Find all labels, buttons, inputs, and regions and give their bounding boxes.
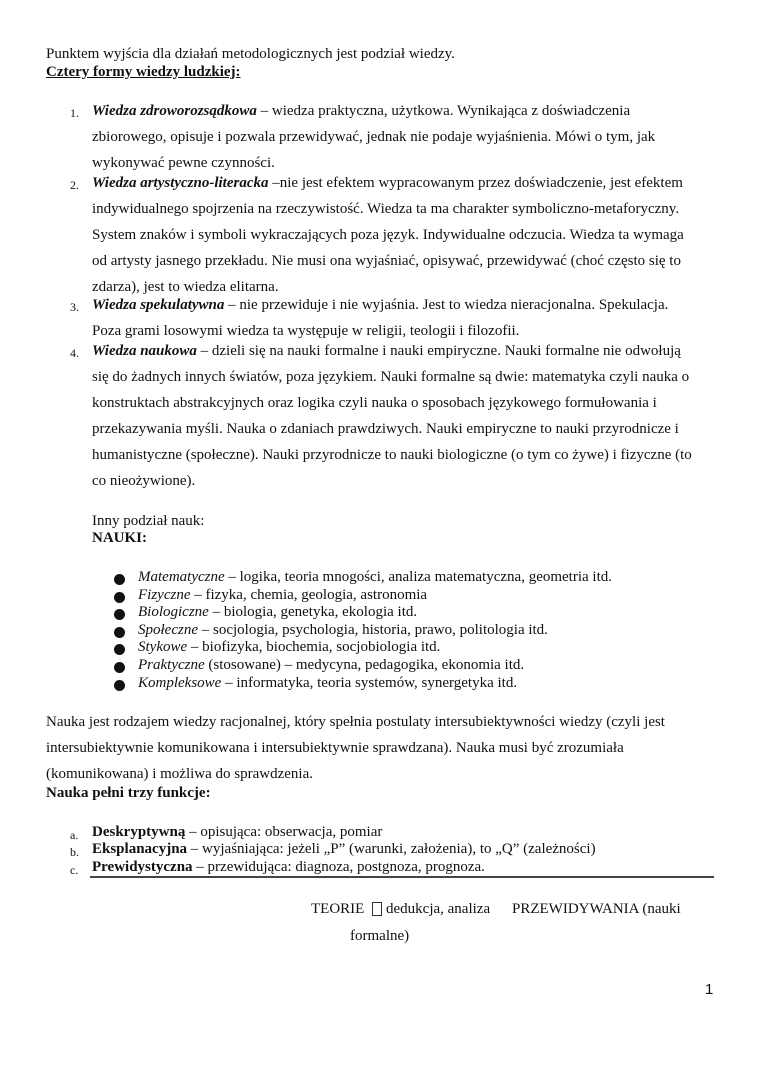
division-heading: NAUKI: — [92, 530, 147, 546]
division-line: Inny podział nauk: — [92, 513, 205, 529]
footer-dedukcja: dedukcja, analiza — [386, 901, 491, 917]
bullet-icon — [114, 592, 125, 603]
list-item: Deskryptywną – opisująca: obserwacja, pomiar — [92, 824, 383, 840]
horizontal-rule — [90, 876, 714, 878]
missing-glyph-icon — [372, 902, 382, 916]
list-item: Matematyczne – logika, teoria mnogości, analiza matematyczna, geometria itd. — [138, 569, 612, 585]
list-item-line: System znaków i symboli wykraczających poza język. Indywidualne odczucia. Wiedza ta wymaga — [92, 227, 684, 243]
list-item: Społeczne – socjologia, psychologia, historia, prawo, politologia itd. — [138, 622, 548, 638]
list-marker: 1. — [70, 106, 79, 120]
paragraph-line: (komunikowana) i możliwa do sprawdzenia. — [46, 766, 314, 782]
list-item: Eksplanacyjna – wyjaśniająca: jeżeli „P” (warunki, założenia), to „Q” (zależności) — [92, 841, 596, 857]
bullet-icon — [114, 574, 125, 585]
list-item: Praktyczne (stosowane) – medycyna, pedagogika, ekonomia itd. — [138, 657, 525, 673]
list-item-line: humanistyczne (społeczne). Nauki przyrodnicze to nauki biologiczne (o tym co żywe) i fizyczne (to — [92, 447, 692, 463]
footer-przewidywania: PRZEWIDYWANIA (nauki — [512, 901, 681, 917]
list-item-line: co nieożywione). — [92, 473, 196, 489]
list-item-line: Wiedza artystyczno-literacka –nie jest efektem wypracowanym przez doświadczenie, jest efektem — [92, 175, 683, 191]
paragraph-line: intersubiektywnie komunikowana i intersubiektywnie sprawdzana). Nauka musi być zrozumiała — [46, 740, 624, 756]
list-marker: b. — [70, 845, 79, 859]
list-marker: a. — [70, 828, 79, 842]
bullet-icon — [114, 609, 125, 620]
list-item-line: zdarza), jest to wiedza elitarna. — [92, 279, 279, 295]
list-marker: 2. — [70, 178, 79, 192]
list-item: Kompleksowe – informatyka, teoria systemów, synergetyka itd. — [138, 675, 518, 691]
list-marker: 4. — [70, 346, 79, 360]
list-item-line: od artysty jasnego przekładu. Nie musi ona wyjaśniać, opisywać, przewidywać (choć często się to — [92, 253, 681, 269]
functions-heading: Nauka pełni trzy funkcje: — [46, 785, 211, 801]
list-item: Biologiczne – biologia, genetyka, ekologia itd. — [138, 604, 418, 620]
form-term: Wiedza spekulatywna — [92, 297, 225, 313]
list-item-line: Wiedza zdroworozsądkowa – wiedza praktyczna, użytkowa. Wynikająca z doświadczenia — [92, 103, 631, 119]
list-item: Prewidystyczna – przewidująca: diagnoza, postgnoza, prognoza. — [92, 859, 485, 875]
list-marker: 3. — [70, 300, 79, 314]
intro-line: Punktem wyjścia dla działań metodologicznych jest podział wiedzy. — [46, 46, 455, 62]
forms-heading: Cztery formy wiedzy ludzkiej: — [46, 64, 241, 80]
list-item-line: Poza grami losowymi wiedza ta występuje w religii, teologii i filozofii. — [92, 323, 520, 339]
bullet-icon — [114, 662, 125, 673]
page-number: 1 — [705, 981, 714, 998]
footer-formalne: formalne) — [350, 928, 410, 944]
paragraph-line: Nauka jest rodzajem wiedzy racjonalnej, który spełnia postulaty intersubiektywności wiedzy (czyli jest — [46, 714, 665, 730]
form-term: Wiedza artystyczno-literacka — [92, 175, 269, 191]
form-term: Wiedza naukowa — [92, 343, 197, 359]
list-item: Stykowe – biofizyka, biochemia, socjobiologia itd. — [138, 639, 441, 655]
list-item-line: Wiedza naukowa – dzieli się na nauki formalne i nauki empiryczne. Nauki formalne nie odwołują — [92, 343, 681, 359]
list-marker: c. — [70, 863, 79, 877]
list-item-line: zbiorowego, opisuje i pozwala przewidywać, jednak nie podaje wyjaśnienia. Mówi o tym, jak — [92, 129, 656, 145]
list-item-line: przekazywania myśli. Nauka o zdaniach prawdziwych. Nauki empiryczne to nauki przyrodnicze i — [92, 421, 679, 437]
footer-teorie: TEORIE — [311, 901, 365, 917]
list-item: Fizyczne – fizyka, chemia, geologia, astronomia — [138, 587, 428, 603]
list-item-line: Wiedza spekulatywna – nie przewiduje i nie wyjaśnia. Jest to wiedza nieracjonalna. Spekulacja. — [92, 297, 669, 313]
bullet-icon — [114, 644, 125, 655]
list-item-line: się do żadnych innych światów, poza językiem. Nauki formalne są dwie: matematyka czyli nauka o — [92, 369, 690, 385]
list-item-line: konstruktach abstrakcyjnych oraz logika czyli nauka o sposobach językowego formułowania i — [92, 395, 657, 411]
bullet-icon — [114, 627, 125, 638]
list-item-line: wykonywać pewne czynności. — [92, 155, 275, 171]
form-term: Wiedza zdroworozsądkowa — [92, 103, 257, 119]
bullet-icon — [114, 680, 125, 691]
list-item-line: indywidualnego spojrzenia na rzeczywistość. Wiedza ta ma charakter symboliczno-metaforyczny. — [92, 201, 680, 217]
